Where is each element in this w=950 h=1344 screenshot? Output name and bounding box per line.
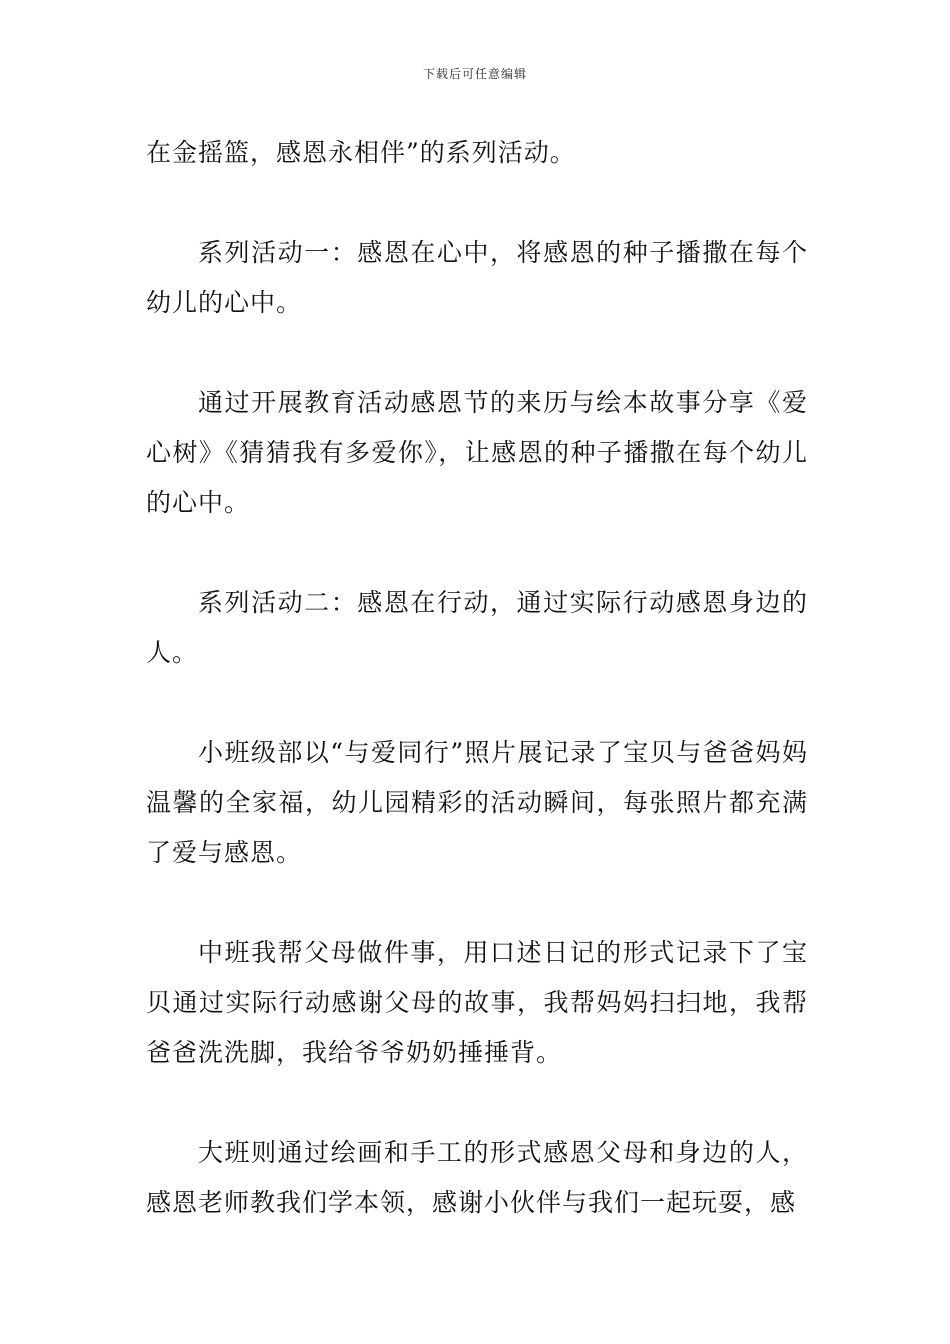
page-header-note: 下载后可任意编辑	[422, 67, 527, 81]
paragraph-continuation: 在金摇篮，感恩永相伴”的系列活动。	[146, 138, 576, 167]
document-body	[146, 128, 808, 1228]
paragraph-small-class: 小班级部以“与爱同行”照片展记录了宝贝与爸爸妈妈温馨的全家福，幼儿园精彩的活动瞬间，每张照片都充满了爱与感恩。	[146, 738, 808, 867]
paragraph-large-class: 大班则通过绘画和手工的形式感恩父母和身边的人，感恩老师教我们学本领，感谢小伙伴与我们一起玩耍，感	[146, 1138, 808, 1217]
paragraph-education-activity: 通过开展教育活动感恩节的来历与绘本故事分享《爱心树》《猜猜我有多爱你》，让感恩的种子播撒在每个幼儿的心中。	[146, 388, 808, 517]
paragraph-activity-two: 系列活动二：感恩在行动，通过实际行动感恩身边的人。	[146, 588, 808, 667]
paragraph-activity-one: 系列活动一：感恩在心中，将感恩的种子播撒在每个幼儿的心中。	[146, 238, 808, 317]
paragraph-middle-class: 中班我帮父母做件事，用口述日记的形式记录下了宝贝通过实际行动感谢父母的故事，我帮妈妈扫扫地，我帮爸爸洗洗脚，我给爷爷奶奶捶捶背。	[146, 938, 808, 1067]
